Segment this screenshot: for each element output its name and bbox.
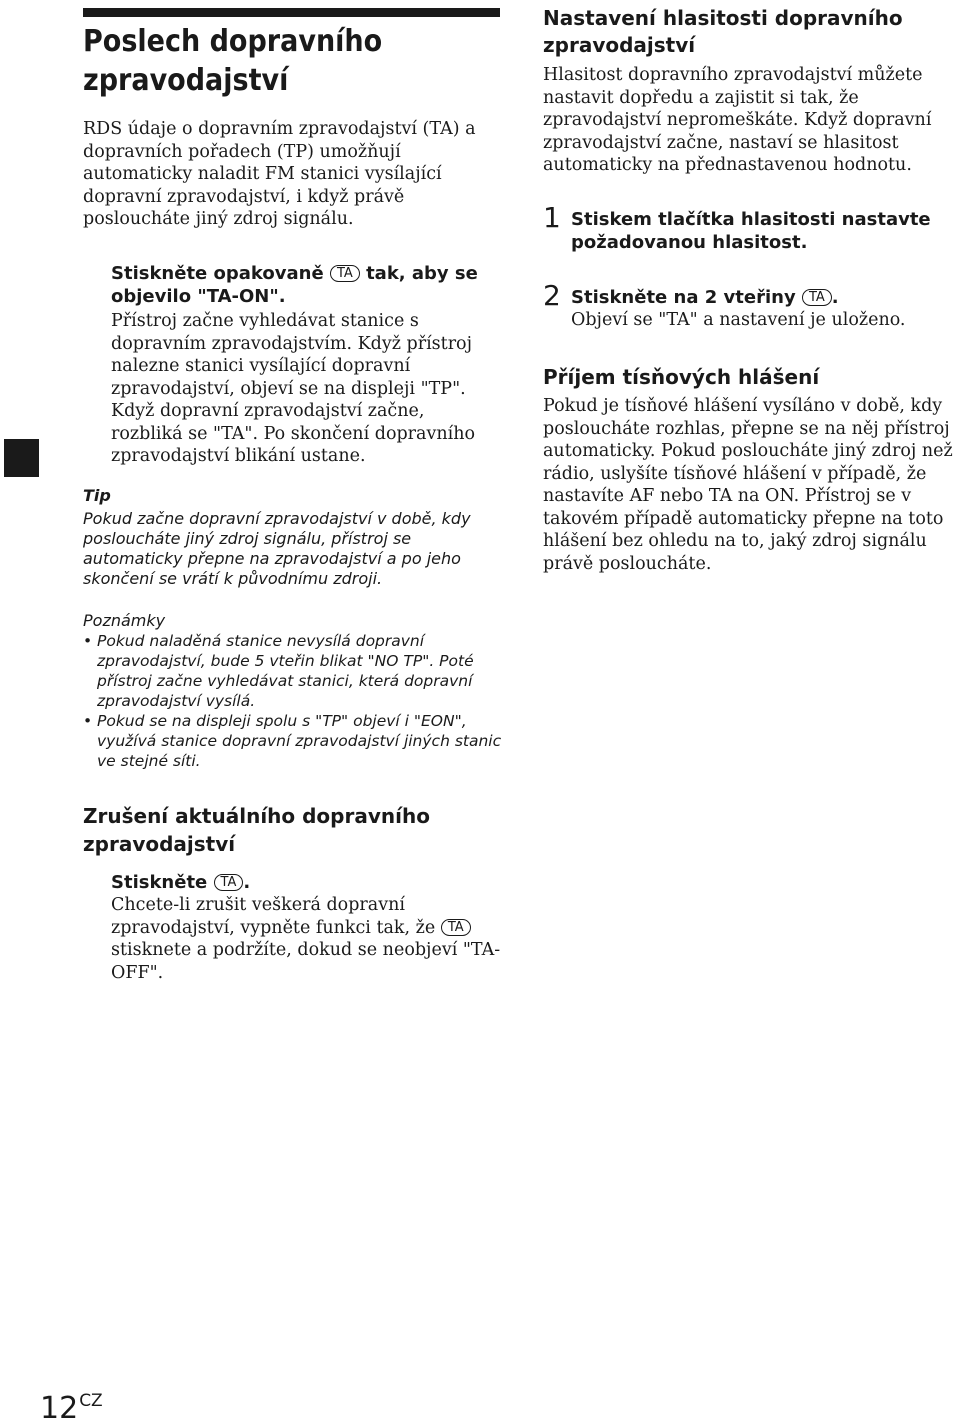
- ta-button-icon: TA: [441, 919, 471, 936]
- volume-step-1-instruction: Stiskem tlačítka hlasitosti nastavte požadovanou hlasitost.: [571, 209, 931, 253]
- intro-paragraph: RDS údaje o dopravním zpravodajství (TA) a dopravních pořadech (TP) umožňují automaticky naladit FM stanici vysílající dopravní zpravodajství, i když právě posloucháte jiný zdroj signálu.: [83, 119, 476, 229]
- page-title: Poslech dopravního zpravodajství: [83, 24, 383, 98]
- notes-title: Poznámky: [83, 611, 166, 630]
- note-item: • Pokud se na displeji spolu s "TP" objeví i "EON", využívá stanice dopravní zpravodajství jiných stanic ve stejné síti.: [83, 711, 503, 771]
- volume-step-2-instruction: [571, 286, 960, 309]
- volume-step-2: [543, 279, 960, 332]
- volume-step-2-pre: Stiskněte na 2 vteřiny: [571, 287, 796, 308]
- volume-step-1: [543, 201, 960, 254]
- cancel-step-pre: Stiskněte: [111, 872, 208, 893]
- cancel-body-post: stisknete a podržíte, dokud se neobjeví "TA-OFF".: [111, 940, 501, 983]
- tip-label: Tip: [83, 486, 111, 505]
- step-number: 2: [543, 279, 561, 312]
- cancel-step-post: .: [243, 872, 251, 893]
- page-number-value: 12: [40, 1391, 79, 1426]
- cancel-description: [111, 894, 501, 984]
- note-item: • Pokud naladěná stanice nevysílá dopravní zpravodajství, bude 5 vteřin blikat "NO TP". Poté přístroj začne vyhledávat stanici, která dopravní zpravodajství vysílá.: [83, 631, 503, 711]
- top-rule: [83, 8, 500, 17]
- volume-section-title: Nastavení hlasitosti dopravního zpravodajství: [543, 6, 903, 57]
- volume-step-2-post: .: [831, 287, 839, 308]
- emergency-section-title: Příjem tísňových hlášení: [543, 365, 820, 389]
- step-text-pre: Stiskněte opakovaně: [111, 263, 324, 284]
- step-instruction: [111, 262, 491, 308]
- page-number: [40, 1384, 103, 1426]
- volume-intro: Hlasitost dopravního zpravodajství můžete nastavit dopředu a zajistit si tak, že zpravodajství nepromeškáte. Když dopravní zpravodajství začne, nastaví se hlasitost automaticky na přednastavenou hodnotu.: [543, 65, 932, 175]
- notes-list: [83, 631, 503, 771]
- section-tab-marker: [4, 439, 39, 477]
- cancel-body-pre: Chcete-li zrušit veškerá dopravní zpravodajství, vypněte funkci tak, že: [111, 895, 436, 938]
- ta-button-icon: TA: [330, 265, 360, 282]
- step-number: 1: [543, 201, 561, 234]
- cancel-step-instruction: [111, 871, 491, 894]
- step-text-post: tak, aby se objevilo "TA-ON".: [111, 263, 478, 307]
- ta-button-icon: TA: [214, 874, 244, 891]
- step-description: Přístroj začne vyhledávat stanice s dopravním zpravodajstvím. Když přístroj nalezne stanici vysílající dopravní zpravodajství, objeví se na displeji "TP". Když dopravní zpravodajství začne, rozbliká se "TA". Po skončení dopravního zpravodajství blikání ustane.: [111, 311, 476, 466]
- cancel-section-title: Zrušení aktuálního dopravního zpravodajství: [83, 804, 430, 856]
- volume-step-2-description: Objeví se "TA" a nastavení je uloženo.: [571, 310, 906, 330]
- ta-button-icon: TA: [802, 289, 832, 306]
- emergency-description: Pokud je tísňové hlášení vysíláno v době, kdy posloucháte rozhlas, přepne se na něj přístroj automaticky. Pokud posloucháte jiný zdroj než rádio, uslyšíte tísňové hlášení v případě, že nastavíte AF nebo TA na ON. Přístroj se v takovém případě automaticky přepne na toto hlášení bez ohledu na to, jaký zdroj signálu právě posloucháte.: [543, 396, 953, 574]
- tip-text: Pokud začne dopravní zpravodajství v době, kdy posloucháte jiný zdroj signálu, přístroj se automaticky přepne na zpravodajství a po jeho skončení se vrátí k původnímu zdroji.: [83, 509, 471, 588]
- page-language-suffix: CZ: [79, 1391, 103, 1411]
